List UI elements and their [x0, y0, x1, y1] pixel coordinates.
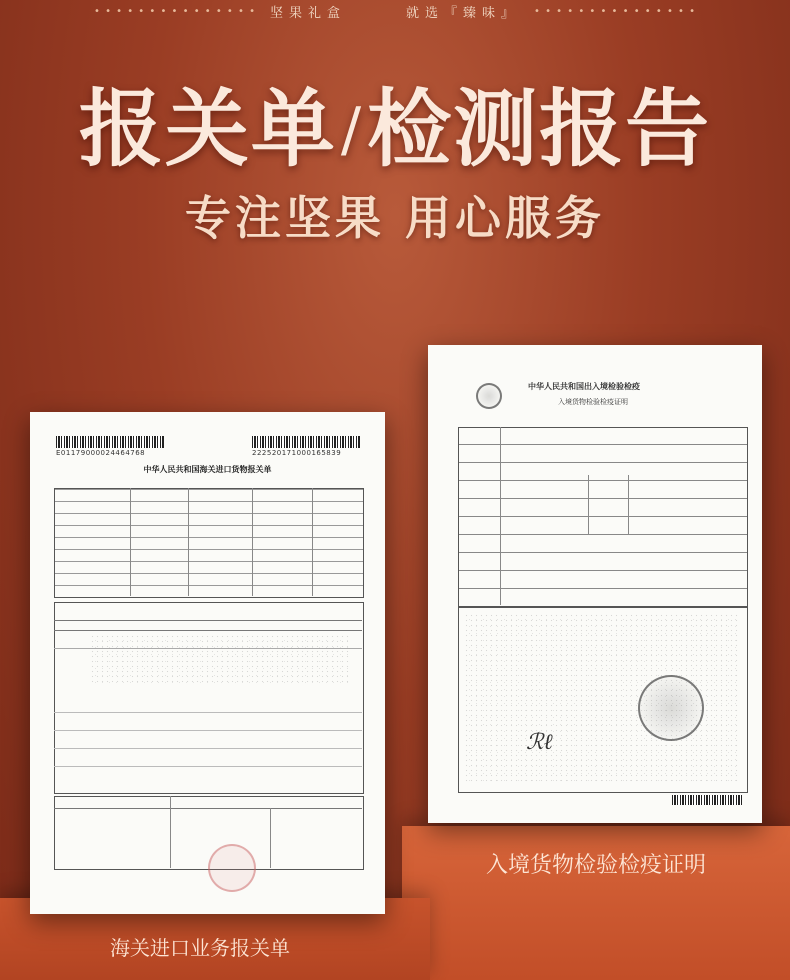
- declaration-header-grid: [54, 488, 364, 598]
- brand-slogan-left: 坚果礼盒: [269, 5, 346, 21]
- barcode-left: [56, 436, 164, 448]
- customs-declaration-document: [30, 412, 385, 914]
- decorative-dots-right: • • • • • • • • • • • • • • •: [534, 5, 696, 17]
- certificate-subtitle: 入境货物检验检疫证明: [558, 398, 628, 406]
- barcode-right-number: 222520171000165839: [252, 449, 342, 457]
- official-seal: [638, 675, 704, 741]
- title-customs-declaration: 报关单: [78, 80, 337, 178]
- inspection-certificate-document: [428, 345, 762, 823]
- page-title: [0, 62, 790, 183]
- handwritten-signature: ℛℓ: [526, 730, 553, 755]
- certificate-barcode: [672, 795, 742, 805]
- decorative-dots-left: • • • • • • • • • • • • • • •: [94, 5, 256, 17]
- subtitle-service: 用心服务: [405, 191, 605, 245]
- barcode-right: [252, 436, 360, 448]
- certificate-title: 中华人民共和国出入境检验检疫: [528, 382, 640, 391]
- red-stamp: [208, 844, 256, 892]
- page-subtitle: [0, 182, 790, 248]
- title-inspection-report: 检测报告: [367, 80, 712, 178]
- subtitle-focus-nuts: 专注坚果: [185, 191, 385, 245]
- customs-doc-title: 中华人民共和国海关进口货物报关单: [143, 465, 272, 474]
- title-slash: /: [340, 95, 364, 165]
- caption-customs-declaration: 海关进口业务报关单: [110, 936, 290, 960]
- ciq-logo-icon: [476, 383, 502, 409]
- top-banner: [0, 0, 790, 22]
- caption-inspection-certificate: 入境货物检验检疫证明: [485, 853, 706, 878]
- brand-slogan-right: 就选『臻味』: [406, 5, 521, 21]
- certificate-info-grid: [458, 427, 748, 607]
- barcode-left-number: E01179000024464768: [56, 449, 146, 457]
